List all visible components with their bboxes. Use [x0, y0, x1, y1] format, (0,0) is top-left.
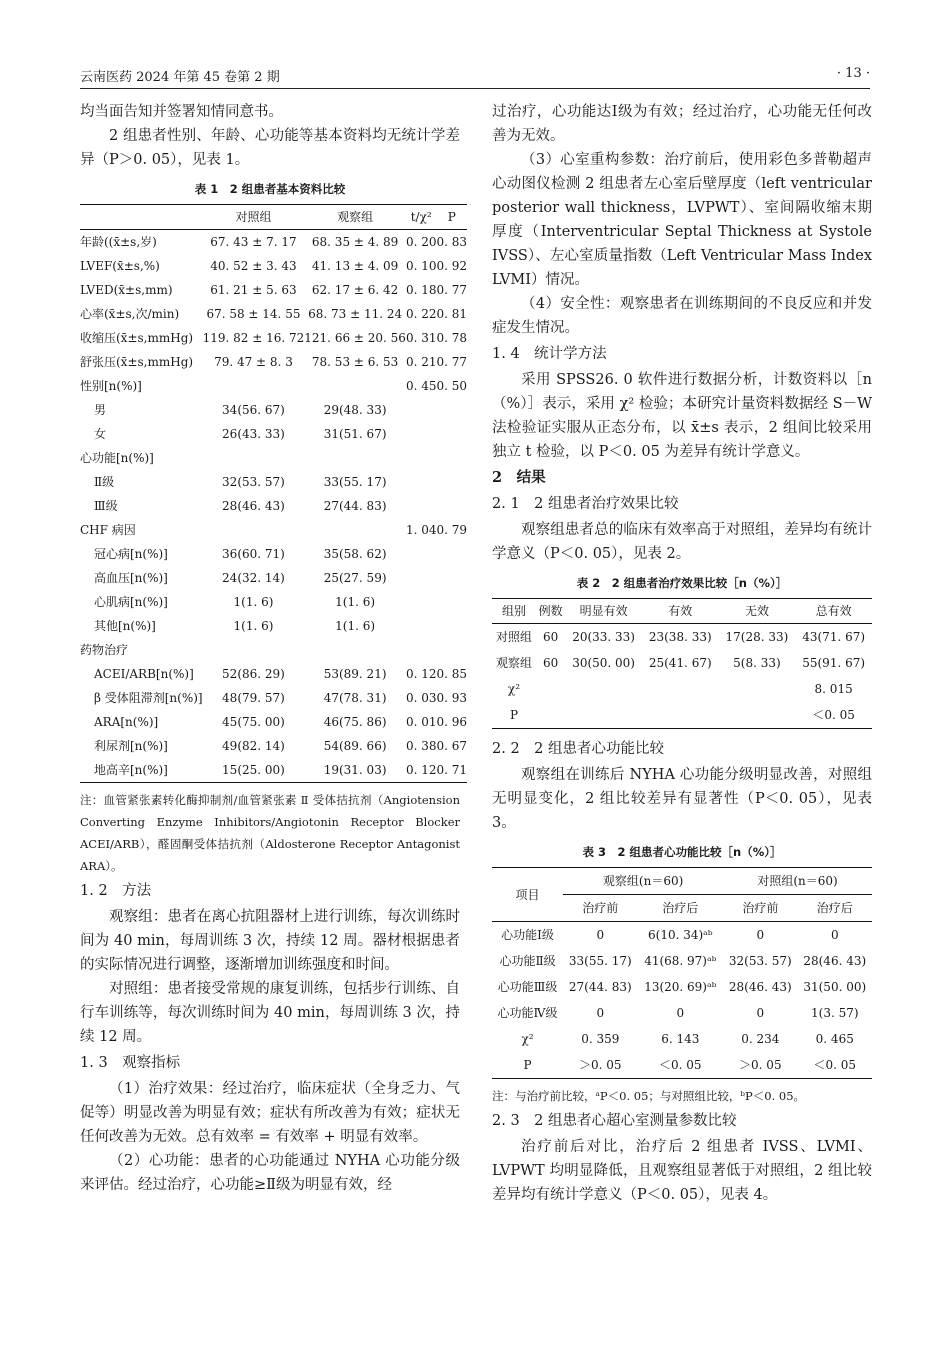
- table-cell: [304, 446, 406, 470]
- table-cell: 0: [756, 928, 765, 942]
- table3-note: 注：与治疗前比较，ᵃP＜0. 05；与对照组比较，ᵇP＜0. 05。: [492, 1089, 806, 1103]
- table-cell: 0: [756, 1006, 765, 1020]
- table-cell: 6(10. 34)ᵃᵇ: [648, 928, 713, 942]
- paragraph: 过治疗，心功能达Ⅰ级为有效；经过治疗，心功能无任何改善为无效。: [492, 104, 872, 144]
- table-cell: 29(48. 33): [323, 403, 387, 417]
- table-row: [492, 974, 872, 1000]
- table-row: [492, 1000, 872, 1026]
- table-cell: [436, 398, 467, 422]
- table-cell: [406, 398, 437, 422]
- table-cell: 0. 38: [405, 739, 437, 753]
- table-cell: 0. 71: [436, 758, 467, 783]
- table-cell: 28(46. 43): [222, 499, 285, 513]
- table-cell: [406, 470, 437, 494]
- table-cell: 女: [94, 427, 107, 441]
- table-row: [80, 446, 467, 470]
- table-cell: 心率(x̄±s,次/min): [80, 307, 180, 321]
- table-cell: 0. 21: [405, 355, 437, 369]
- table-cell: 心功能Ⅱ级: [499, 954, 556, 968]
- table1-header: t/χ²: [406, 205, 437, 230]
- table-cell: 心功能Ⅳ级: [497, 1006, 558, 1020]
- table2-header: 总有效: [795, 599, 872, 624]
- table-cell: 0. 12: [405, 667, 437, 681]
- table-cell: 36(60. 71): [222, 547, 285, 561]
- table-cell: 0. 45: [405, 379, 437, 393]
- table-cell: 49(82. 14): [222, 739, 285, 753]
- table-cell: 收缩压(x̄±s,mmHg): [80, 331, 194, 345]
- table3-subheader: 治疗前: [563, 895, 637, 922]
- table2-header: 有效: [642, 599, 719, 624]
- journal-name: 云南医药 2024 年第 45 卷第 2 期: [80, 70, 280, 85]
- table-cell: [436, 446, 467, 470]
- table-cell: 68. 35 ± 4. 89: [311, 235, 399, 249]
- table-cell: 23(38. 33): [648, 630, 712, 644]
- table1-header: P: [436, 205, 467, 230]
- table-cell: [565, 702, 642, 729]
- table-cell: 0. 83: [436, 235, 468, 249]
- table-cell: χ²: [521, 1032, 534, 1046]
- table-cell: Ⅱ级: [94, 475, 115, 489]
- table-cell: CHF 病因: [80, 523, 136, 537]
- paragraph: （3）心室重构参数：治疗前后，使用彩色多普勒超声心动图仪检测 2 组患者左心室后壁厚度（left ventricular posterior wall thickness，LVPWT）、室间隔收缩末期厚度（Interventricular Septal Thickness at Systole IVSS）、左心室质量指数（Left Ventricular Mass Index LVMI）情况。: [492, 152, 872, 288]
- table-cell: 0. 359: [581, 1032, 620, 1046]
- table-cell: [406, 446, 437, 470]
- table-cell: LVED(x̄±s,mm): [80, 283, 173, 297]
- table-cell: 34(56. 67): [222, 403, 285, 417]
- table-cell: 0. 50: [436, 379, 468, 393]
- table-cell: 46(75. 86): [323, 715, 387, 729]
- table-cell: 19(31. 03): [304, 758, 406, 783]
- table-row: [492, 702, 872, 729]
- table-row: [80, 302, 467, 326]
- table-cell: 31(50. 00): [803, 980, 867, 994]
- table2-header: 例数: [536, 599, 565, 624]
- table1-header: 对照组: [203, 205, 305, 230]
- table-cell: 47(78. 31): [323, 691, 387, 705]
- table-row: [80, 710, 467, 734]
- table-cell: 41(68. 97)ᵃᵇ: [644, 954, 717, 968]
- table3-caption: 表 3 2 组患者心功能比较［n（%）］: [582, 845, 782, 859]
- table3-group-header: 观察组(n＝60): [563, 868, 723, 895]
- table-cell: 35(58. 62): [323, 547, 387, 561]
- section-heading: 1. 4 统计学方法: [492, 346, 607, 362]
- table-cell: [406, 590, 437, 614]
- table-row: [80, 734, 467, 758]
- table3-subheader: 治疗前: [723, 895, 797, 922]
- table-cell: [203, 374, 305, 398]
- table-cell: LVEF(x̄±s,%): [80, 259, 160, 273]
- table-cell: 28(46. 43): [803, 954, 867, 968]
- table-cell: 舒张压(x̄±s,mmHg): [80, 355, 194, 369]
- table2-header: 明显有效: [565, 599, 642, 624]
- table-row: [492, 1026, 872, 1052]
- table-cell: χ²: [507, 682, 521, 696]
- table2-caption: 表 2 2 组患者治疗效果比较［n（%）］: [576, 576, 788, 590]
- table-cell: 5(8. 33): [733, 656, 781, 670]
- table-cell: 冠心病[n(%)]: [94, 547, 168, 561]
- table3-item-header: 项目: [492, 868, 563, 922]
- table-cell: 1(1. 6): [335, 619, 376, 633]
- table-row: [80, 542, 467, 566]
- table-cell: 67. 58 ± 14. 55: [206, 307, 301, 321]
- table-row: [80, 590, 467, 614]
- table-cell: 32(53. 57): [728, 954, 792, 968]
- table1: [80, 204, 467, 783]
- table2-header: 无效: [719, 599, 796, 624]
- table-cell: 0. 10: [405, 259, 437, 273]
- table-cell: ＜0. 05: [798, 1052, 872, 1079]
- table-cell: 45(75. 00): [222, 715, 285, 729]
- table-cell: 0: [676, 1006, 685, 1020]
- table-cell: [304, 374, 406, 398]
- table-cell: 33(55. 17): [568, 954, 632, 968]
- table-cell: 0. 81: [436, 307, 468, 321]
- section-heading: 2. 1 2 组患者治疗效果比较: [492, 496, 679, 512]
- table-cell: 心功能Ⅲ级: [497, 980, 558, 994]
- table-row: [80, 374, 467, 398]
- table3-subheader: 治疗后: [798, 895, 872, 922]
- table-cell: 33(55. 17): [323, 475, 387, 489]
- table2-header: 组别: [492, 599, 536, 624]
- table-cell: 62. 17 ± 6. 42: [311, 283, 399, 297]
- table-cell: ＜0. 05: [795, 702, 872, 729]
- table-cell: [436, 542, 467, 566]
- table-cell: [203, 638, 305, 662]
- table-cell: 0. 03: [405, 691, 437, 705]
- table-cell: 48(79. 57): [222, 691, 285, 705]
- table-cell: 对照组: [495, 630, 532, 644]
- table-cell: 43(71. 67): [802, 630, 866, 644]
- table-cell: 17(28. 33): [725, 630, 789, 644]
- table-cell: [436, 638, 467, 662]
- section-heading: 2. 2 2 组患者心功能比较: [492, 741, 665, 757]
- table-row: [492, 922, 872, 949]
- table-cell: 41. 13 ± 4. 09: [311, 259, 399, 273]
- table-cell: 20(33. 33): [572, 630, 635, 644]
- table-cell: 药物治疗: [80, 643, 129, 657]
- section-heading: 2. 3 2 组患者心超心室测量参数比较: [492, 1113, 737, 1129]
- paragraph: （1）治疗效果：经过治疗，临床症状（全身乏力、气促等）明显改善为明显有效；症状有所改善为有效；症状无任何改善为无效。总有效率 = 有效率 + 明显有效率。: [80, 1081, 460, 1145]
- table-row: [80, 518, 467, 542]
- table-cell: 52(86. 29): [222, 667, 285, 681]
- table-cell: 55(91. 67): [802, 656, 866, 670]
- table-cell: 1(1. 6): [233, 595, 274, 609]
- table-row: [80, 230, 467, 255]
- table-cell: 0. 22: [405, 307, 437, 321]
- table-cell: 1(1. 6): [335, 595, 376, 609]
- table-cell: [406, 542, 437, 566]
- table-cell: 0. 96: [436, 715, 468, 729]
- table-cell: [642, 702, 719, 729]
- table-cell: [719, 676, 796, 702]
- table-row: [80, 254, 467, 278]
- table-cell: 性别[n(%)]: [80, 379, 142, 393]
- table-cell: [436, 614, 467, 638]
- paragraph: 均当面告知并签署知情同意书。: [80, 104, 283, 120]
- running-header: [80, 66, 870, 85]
- table-cell: 1(3. 57): [811, 1006, 859, 1020]
- table-cell: 79. 47 ± 8. 3: [214, 355, 293, 369]
- table-cell: 6. 143: [661, 1032, 700, 1046]
- table-cell: 其他[n(%)]: [94, 619, 156, 633]
- paragraph: 2 组患者性别、年龄、心功能等基本资料均无统计学差异（P＞0. 05），见表 1。: [80, 128, 460, 168]
- table-row: [492, 948, 872, 974]
- table-cell: 0. 77: [436, 355, 468, 369]
- section-heading: 2 结果: [492, 469, 546, 486]
- right-column: [492, 100, 872, 1207]
- table-cell: [642, 676, 719, 702]
- table-cell: 32(53. 57): [222, 475, 285, 489]
- table-cell: P: [492, 1052, 563, 1079]
- table1-header: [80, 205, 203, 230]
- paragraph: 观察组患者总的临床有效率高于对照组，差异均有统计学意义（P＜0. 05），见表 2。: [492, 522, 872, 562]
- table-cell: [406, 638, 437, 662]
- table-row: [80, 278, 467, 302]
- table-cell: 25(41. 67): [648, 656, 712, 670]
- table-cell: 0. 67: [436, 739, 468, 753]
- section-heading: 1. 2 方法: [80, 883, 152, 899]
- page-number: · 13 ·: [836, 66, 870, 81]
- table-cell: 0. 234: [741, 1032, 780, 1046]
- table1-note: 注：血管紧张素转化酶抑制剂/血管紧张素 Ⅱ 受体拮抗剂（Angiotension Converting Enzyme Inhibitors/Angiotonin Receptor Blocker ACEI/ARB），醛固酮受体拮抗剂（Aldosterone Receptor Antagonist ARA）。: [80, 793, 460, 873]
- paragraph: 观察组：患者在离心抗阻器材上进行训练，每次训练时间为 40 min，每周训练 3 次，持续 12 周。器材根据患者的实际情况进行调整，逐渐增加训练强度和时间。: [80, 909, 460, 973]
- table-cell: 0. 20: [405, 235, 437, 249]
- paragraph: 观察组在训练后 NYHA 心功能分级明显改善，对照组无明显变化，2 组比较差异有显著性（P＜0. 05），见表 3。: [492, 767, 872, 831]
- table-cell: 28(46. 43): [728, 980, 792, 994]
- table-cell: 27(44. 83): [323, 499, 387, 513]
- table-row: [80, 398, 467, 422]
- table-cell: 67. 43 ± 7. 17: [210, 235, 297, 249]
- table-cell: 1. 04: [405, 523, 437, 537]
- header-rule: [80, 88, 870, 89]
- table-cell: [436, 422, 467, 446]
- paragraph: （4）安全性：观察患者在训练期间的不良反应和并发症发生情况。: [492, 296, 872, 336]
- table1-header: 观察组: [304, 205, 406, 230]
- table-cell: 60: [542, 656, 559, 670]
- table-cell: [536, 702, 565, 729]
- table-cell: β 受体阻滞剂[n(%)]: [94, 691, 203, 705]
- table-cell: 0. 31: [405, 331, 437, 345]
- table-cell: 119. 82 ± 16. 72: [202, 331, 305, 345]
- table-cell: 53(89. 21): [323, 667, 387, 681]
- paragraph: 治疗前后对比，治疗后 2 组患者 IVSS、LVMI、LVPWT 均明显降低，且观察组显著低于对照组，2 组比较差异均有统计学意义（P＜0. 05），见表 4。: [492, 1139, 872, 1203]
- table-row: [80, 686, 467, 710]
- table-cell: 0. 85: [436, 667, 468, 681]
- table-cell: 高血压[n(%)]: [94, 571, 168, 585]
- table-row: [492, 624, 872, 651]
- table-cell: 78. 53 ± 6. 53: [311, 355, 399, 369]
- table3-group-header: 对照组(n＝60): [723, 868, 872, 895]
- table-cell: 27(44. 83): [568, 980, 632, 994]
- table-cell: 54(89. 66): [323, 739, 387, 753]
- table-row: [492, 676, 872, 702]
- table-row: [80, 494, 467, 518]
- table-cell: 31(51. 67): [323, 427, 387, 441]
- table-cell: 地高辛[n(%)]: [80, 758, 203, 783]
- table-cell: 心功能[n(%)]: [80, 451, 154, 465]
- table-cell: 25(27. 59): [323, 571, 387, 585]
- table-cell: [565, 676, 642, 702]
- table-cell: 68. 73 ± 11. 24: [308, 307, 403, 321]
- table-cell: 0. 12: [406, 758, 437, 783]
- table-cell: P: [492, 702, 536, 729]
- table-cell: [304, 518, 406, 542]
- table-cell: 0. 78: [436, 331, 468, 345]
- table-cell: 24(32. 14): [222, 571, 285, 585]
- table3: [492, 867, 872, 1079]
- table-cell: [436, 494, 467, 518]
- table-row: [80, 470, 467, 494]
- table-cell: [436, 470, 467, 494]
- table-cell: 40. 52 ± 3. 43: [210, 259, 297, 273]
- table-row: [80, 662, 467, 686]
- table-cell: 30(50. 00): [572, 656, 635, 670]
- table-cell: 0: [830, 928, 839, 942]
- table-cell: [719, 702, 796, 729]
- table-row: [80, 566, 467, 590]
- table-row: [492, 1052, 872, 1079]
- table1-caption: 表 1 2 组患者基本资料比较: [194, 182, 346, 196]
- table-cell: [436, 566, 467, 590]
- table-cell: [406, 422, 437, 446]
- table-cell: ＜0. 05: [638, 1052, 724, 1079]
- table-cell: 13(20. 69)ᵃᵇ: [644, 980, 717, 994]
- table-cell: ARA[n(%)]: [94, 715, 159, 729]
- paragraph: 采用 SPSS26. 0 软件进行数据分析，计数资料以［n（%）］表示，采用 χ² 检验；本研究计量资料数据经 S－W 法检验证实服从正态分布，以 x̄±s 表示，2 组间比较采用独立 t 检验，以 P＜0. 05 为差异有统计学意义。: [492, 372, 872, 460]
- section-heading: 1. 3 观察指标: [80, 1055, 181, 1071]
- table-cell: 观察组: [495, 656, 532, 670]
- table-cell: [203, 446, 305, 470]
- table-cell: 0: [596, 1006, 605, 1020]
- table-cell: 心肌病[n(%)]: [94, 595, 168, 609]
- table-cell: 8. 015: [814, 682, 853, 696]
- table-cell: 0: [596, 928, 605, 942]
- table-cell: 15(25. 00): [203, 758, 305, 783]
- table-cell: 1(1. 6): [233, 619, 274, 633]
- table-row: [80, 758, 467, 783]
- table-cell: [406, 614, 437, 638]
- table-cell: [203, 518, 305, 542]
- table-cell: 0. 77: [436, 283, 468, 297]
- table-cell: [536, 676, 565, 702]
- table-cell: 0. 93: [436, 691, 468, 705]
- table-cell: 121. 66 ± 20. 56: [304, 331, 406, 345]
- table-cell: 26(43. 33): [222, 427, 285, 441]
- table-cell: 0. 92: [436, 259, 468, 273]
- left-column: [80, 100, 468, 1197]
- table-cell: 男: [94, 403, 107, 417]
- table3-subheader: 治疗后: [638, 895, 724, 922]
- table-row: [80, 422, 467, 446]
- table-cell: ＞0. 05: [723, 1052, 797, 1079]
- table-row: [80, 614, 467, 638]
- table-row: [80, 638, 467, 662]
- table-cell: ＞0. 05: [563, 1052, 637, 1079]
- paragraph: （2）心功能：患者的心功能通过 NYHA 心功能分级来评估。经过治疗，心功能≥Ⅱ级为明显有效，经: [80, 1153, 460, 1193]
- table-cell: 年龄((x̄±s,岁): [80, 235, 157, 249]
- table-cell: 0. 01: [405, 715, 437, 729]
- table-cell: ACEI/ARB[n(%)]: [94, 667, 194, 681]
- table-cell: 利尿剂[n(%)]: [94, 739, 168, 753]
- table-cell: 0. 79: [436, 523, 468, 537]
- table-cell: [406, 566, 437, 590]
- table-cell: [304, 638, 406, 662]
- table-cell: 60: [542, 630, 559, 644]
- table-cell: [406, 494, 437, 518]
- table-cell: [436, 590, 467, 614]
- table-cell: 0. 465: [815, 1032, 854, 1046]
- table-row: [80, 350, 467, 374]
- table-cell: Ⅲ级: [94, 499, 118, 513]
- table-row: [80, 326, 467, 350]
- paragraph: 对照组：患者接受常规的康复训练，包括步行训练、自行车训练等，每次训练时间为 40 min，每周训练 3 次，持续 12 周。: [80, 981, 460, 1045]
- table-cell: 61. 21 ± 5. 63: [210, 283, 297, 297]
- table-cell: 心功能Ⅰ级: [501, 928, 554, 942]
- table-row: [492, 650, 872, 676]
- table2: [492, 598, 872, 729]
- table-cell: 0. 18: [405, 283, 437, 297]
